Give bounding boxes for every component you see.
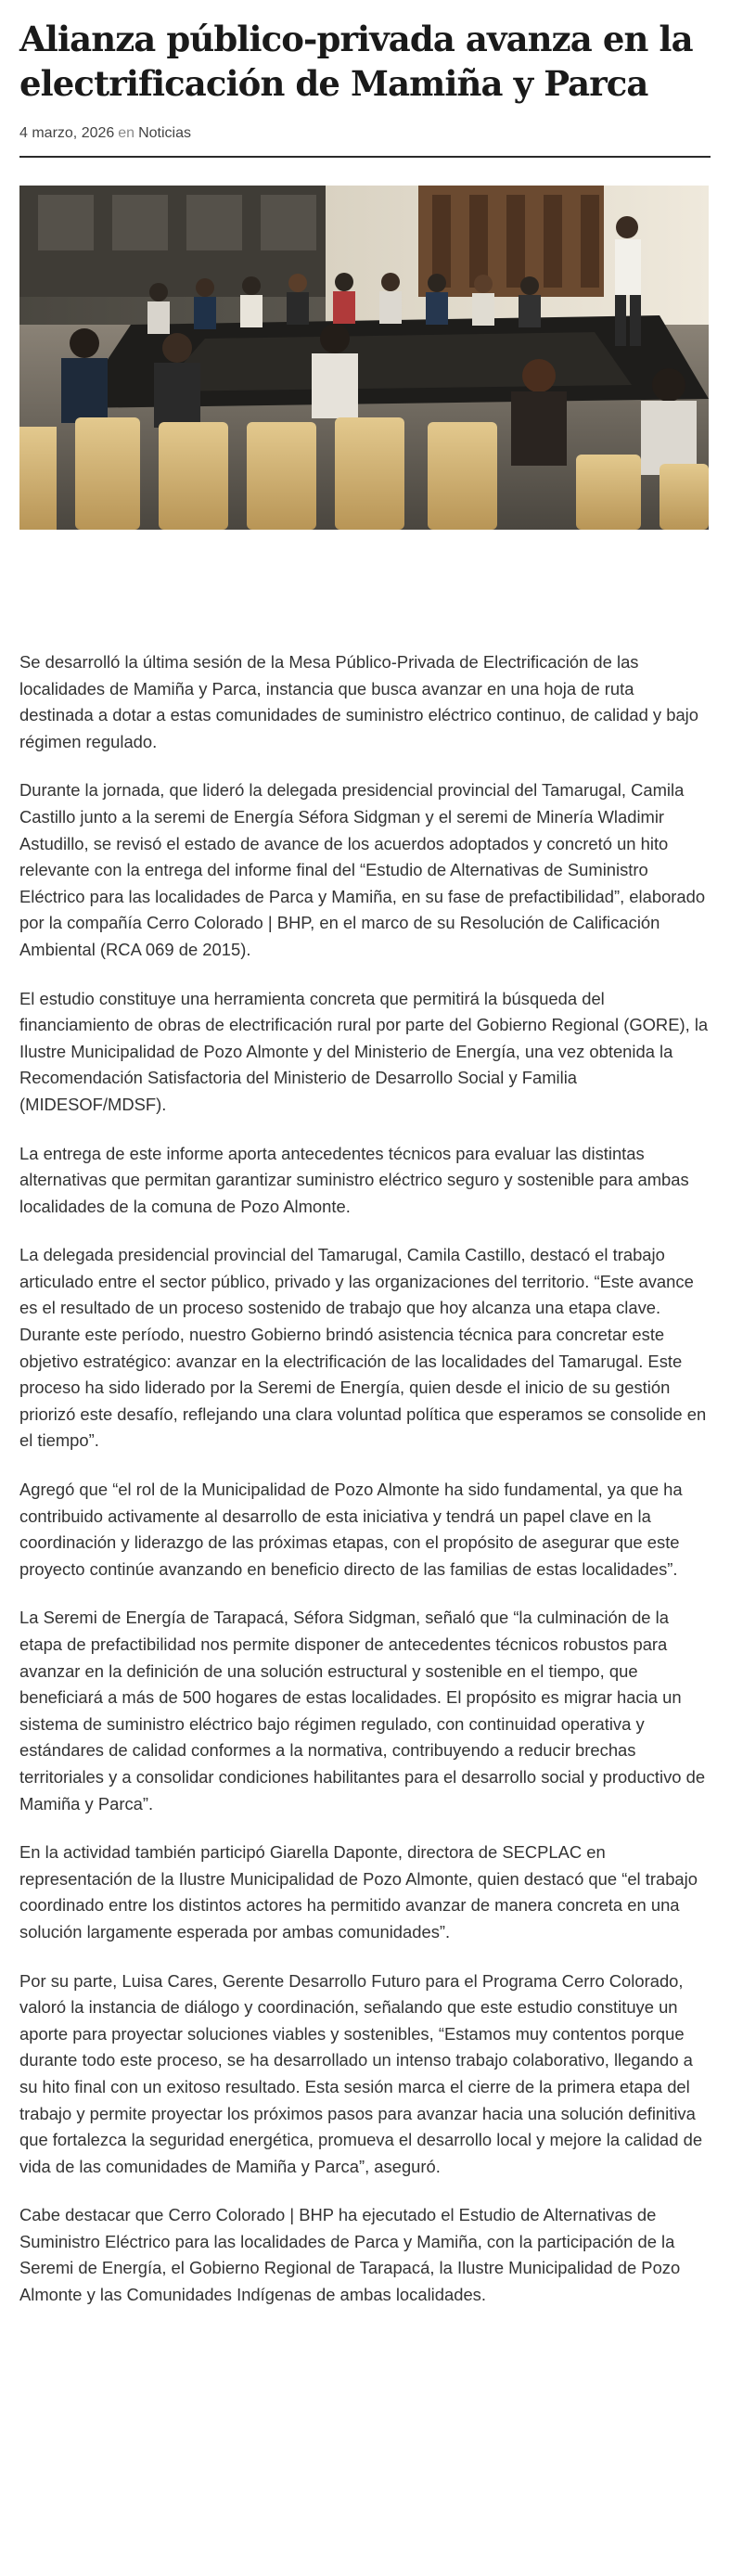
paragraph: Agregó que “el rol de la Municipalidad de Pozo Almonte ha sido fundamental, ya que ha contribuido activamente al desarrollo de esta iniciativa y tendrá un papel clave en la coordinación y liderazgo de las próximas etapas, con el propósito de asegurar que este proyecto continúe avanzando en beneficio directo de las familias de estas localidades”. bbox=[19, 1480, 683, 1579]
article-title: Alianza público-privada avanza en la electrificación de Mamiña y Parca bbox=[19, 19, 693, 104]
meeting-room-photo-icon bbox=[19, 186, 709, 530]
paragraph: Durante la jornada, que lideró la delegada presidencial provincial del Tamarugal, Camila Castillo junto a la seremi de Energía Séfora Sidgman y el seremi de Minería Wladimir Astudillo, se revisó el estado de avance de los acuerdos adoptados y concretó un hito relevante con la entrega del informe final del “Estudio de Alternativas de Suministro Eléctrico para las localidades de Parca y Mamiña, en su fase de prefactibilidad”, elaborado por la compañía Cerro Colorado | BHP, en el marco de su Resolución de Calificación Ambiental (RCA 069 de 2015). bbox=[19, 780, 706, 959]
paragraph: La delegada presidencial provincial del Tamarugal, Camila Castillo, destacó el trabajo articulado entre el sector público, privado y las organizaciones del territorio. “Este avance es el resultado de un proceso sostenido de trabajo que hoy alcanza una etapa clave. Durante este período, nuestro Gobierno brindó asistencia técnica para concretar este objetivo estratégico: avanzar en la electrificación de las localidades del Tamarugal. Este proceso ha sido liderado por la Seremi de Energía, quien desde el inicio de su gestión priorizó este desafío, reflejando una clara voluntad política que esperamos se consolide en el tiempo”. bbox=[19, 1245, 707, 1451]
paragraph: Cabe destacar que Cerro Colorado | BHP ha ejecutado el Estudio de Alternativas de Suministro Eléctrico para las localidades de Parca y Mamiña, con la participación de la Seremi de Energía, el Gobierno Regional de Tarapacá, la Ilustre Municipalidad de Pozo Almonte y las Comunidades Indígenas de ambas localidades. bbox=[19, 2205, 681, 2305]
article-category-link[interactable]: Noticias bbox=[138, 125, 191, 141]
paragraph: El estudio constituye una herramienta concreta que permitirá la búsqueda del financiamiento de obras de electrificación rural por parte del Gobierno Regional (GORE), la Ilustre Municipalidad de Pozo Almonte y del Ministerio de Energía, una vez obtenida la Recomendación Satisfactoria del Ministerio de Desarrollo Social y Familia (MIDESOF/MDSF). bbox=[19, 988, 709, 1114]
paragraph: Se desarrolló la última sesión de la Mesa Público-Privada de Electrificación de las localidades de Mamiña y Parca, instancia que busca avanzar en una hoja de ruta destinada a dotar a estas comunidades de suministro eléctrico continuo, de calidad y bajo régimen regulado. bbox=[19, 652, 698, 751]
paragraph: La Seremi de Energía de Tarapacá, Séfora Sidgman, señaló que “la culminación de la etapa de prefactibilidad nos permite disponer de antecedentes técnicos robustos para avanzar en la definición de una solución estructural y sostenible en el tiempo, que beneficiará a más de 500 hogares de estas localidades. El propósito es migrar hacia un sistema de suministro eléctrico bajo régimen regulado, con continuidad operativa y estándares de calidad conformes a la normativa, contribuyendo a reducir brechas territoriales y a consolidar condiciones habilitantes para el desarrollo social y productivo de Mamiña y Parca”. bbox=[19, 1608, 706, 1813]
paragraph: La entrega de este informe aporta antecedentes técnicos para evaluar las distintas alternativas que permitan garantizar suministro eléctrico seguro y sostenible para ambas localidades de la comuna de Pozo Almonte. bbox=[19, 1143, 689, 1216]
meta-in-word: en bbox=[118, 125, 135, 141]
article-meta bbox=[19, 124, 711, 143]
header-divider bbox=[19, 156, 711, 158]
article-date[interactable]: 4 marzo, 2026 bbox=[19, 125, 115, 141]
paragraph: En la actividad también participó Giarella Daponte, directora de SECPLAC en representación de la Ilustre Municipalidad de Pozo Almonte, quien destacó que “el trabajo coordinado entre los distintos actores ha permitido avanzar de manera concreta en una solución largamente esperada por ambas comunidades”. bbox=[19, 1842, 698, 1942]
article-photo bbox=[19, 186, 709, 530]
paragraph: Por su parte, Luisa Cares, Gerente Desarrollo Futuro para el Programa Cerro Colorado, valoró la instancia de diálogo y coordinación, señalando que este estudio constituye un aporte para proyectar soluciones viables y sostenibles, “Estamos muy contentos porque durante todo este proceso, se ha desarrollado un intenso trabajo colaborativo, llegando a su hito final con un exitoso resultado. Esta sesión marca el cierre de la primera etapa del trabajo y permite proyectar los próximos pasos para avanzar hacia una solución definitiva que fortalezca la seguridad energética, promueva el desarrollo local y mejore la calidad de vida de las comunidades de Mamiña y Parca”, aseguró. bbox=[19, 1970, 703, 2176]
article-body bbox=[19, 649, 711, 2331]
article-header bbox=[19, 0, 711, 158]
